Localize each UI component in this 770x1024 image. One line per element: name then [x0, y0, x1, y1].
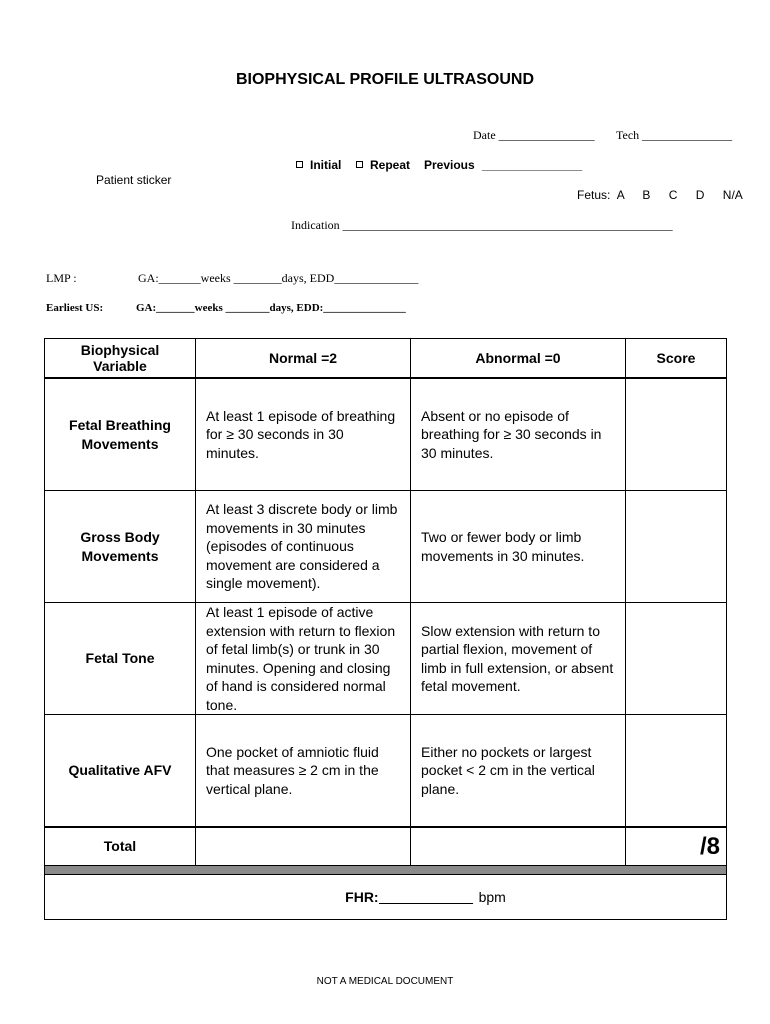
score-cell[interactable] — [626, 715, 727, 828]
checkbox-icon — [296, 161, 303, 168]
normal-cell: At least 1 episode of active extension with return to flexion of fetal limb(s) or trunk in 30 minutes. Opening and closing of hand is considered normal tone. — [196, 603, 411, 715]
abnormal-cell: Two or fewer body or limb movements in 30 minutes. — [411, 491, 626, 603]
fhr-row — [45, 875, 727, 920]
total-label: Total — [45, 827, 196, 866]
table-row — [45, 491, 727, 603]
previous-label: Previous — [424, 158, 475, 172]
table-row — [45, 715, 727, 828]
normal-cell: At least 1 episode of breathing for ≥ 30 seconds in 30 minutes. — [196, 378, 411, 491]
repeat-label: Repeat — [370, 158, 411, 172]
page-title: BIOPHYSICAL PROFILE ULTRASOUND — [235, 71, 535, 88]
abnormal-cell: Slow extension with return to partial flexion, movement of limb in full extension, or absent fetal movement. — [411, 603, 626, 715]
indication-label: Indication — [291, 218, 340, 232]
fetus-option-a[interactable]: A — [616, 188, 625, 202]
date-field[interactable] — [473, 128, 595, 143]
column-header-variable: Biophysical Variable — [45, 339, 196, 379]
repeat-checkbox[interactable] — [356, 158, 410, 172]
abnormal-cell: Absent or no episode of breathing for ≥ 30 seconds in 30 minutes. — [411, 378, 626, 491]
table-header-row — [45, 339, 727, 379]
total-abnormal-cell — [411, 827, 626, 866]
earliest-us-label: Earliest US: — [46, 302, 104, 314]
fetus-option-d[interactable]: D — [695, 188, 705, 202]
date-label: Date — [473, 128, 496, 142]
indication-field[interactable] — [291, 218, 673, 233]
initial-label: Initial — [310, 158, 342, 172]
fhr-cell[interactable] — [45, 875, 727, 920]
column-header-score: Score — [626, 339, 727, 379]
table-row — [45, 378, 727, 491]
fetus-selector[interactable] — [577, 188, 743, 202]
fhr-unit: bpm — [478, 889, 506, 905]
variable-cell: Qualitative AFV — [45, 715, 196, 828]
previous-blank: _______________ — [482, 158, 583, 172]
fetus-label: Fetus: — [577, 188, 611, 202]
fhr-input-line[interactable] — [379, 903, 473, 904]
normal-cell: One pocket of amniotic fluid that measures ≥ 2 cm in the vertical plane. — [196, 715, 411, 828]
score-cell[interactable] — [626, 603, 727, 715]
variable-cell: Fetal Breathing Movements — [45, 378, 196, 491]
tech-field[interactable] — [616, 128, 732, 143]
fhr-label: FHR: — [345, 889, 379, 905]
score-cell[interactable] — [626, 491, 727, 603]
normal-cell: At least 3 discrete body or limb movements in 30 minutes (episodes of continuous movement are considered a single movement). — [196, 491, 411, 603]
patient-sticker-label: Patient sticker — [96, 173, 172, 187]
tech-blank: _______________ — [642, 128, 733, 142]
tech-label: Tech — [616, 128, 640, 142]
previous-field[interactable] — [424, 158, 582, 172]
divider-band — [45, 866, 727, 875]
variable-cell: Gross Body Movements — [45, 491, 196, 603]
initial-checkbox[interactable] — [296, 158, 341, 172]
fetus-option-na[interactable]: N/A — [722, 188, 743, 202]
earliest-us-fields[interactable]: GA:_______weeks ________days, EDD:_______________ — [136, 302, 406, 314]
total-row — [45, 827, 727, 866]
lmp-label: LMP : — [46, 271, 77, 285]
score-cell[interactable] — [626, 378, 727, 491]
abnormal-cell: Either no pockets or largest pocket < 2 cm in the vertical plane. — [411, 715, 626, 828]
table-row — [45, 603, 727, 715]
indication-blank: _______________________________________________________ — [342, 218, 673, 232]
divider — [45, 866, 727, 875]
variable-cell: Fetal Tone — [45, 603, 196, 715]
column-header-abnormal: Abnormal =0 — [411, 339, 626, 379]
date-blank: ________________ — [498, 128, 595, 142]
total-score[interactable]: /8 — [626, 827, 727, 866]
biophysical-table — [44, 338, 727, 920]
footer-disclaimer: NOT A MEDICAL DOCUMENT — [316, 976, 454, 987]
column-header-normal: Normal =2 — [196, 339, 411, 379]
fetus-option-c[interactable]: C — [668, 188, 678, 202]
fetus-option-b[interactable]: B — [642, 188, 651, 202]
lmp-fields[interactable]: GA:_______weeks ________days, EDD______________ — [138, 271, 419, 285]
total-normal-cell — [196, 827, 411, 866]
checkbox-icon — [356, 161, 363, 168]
